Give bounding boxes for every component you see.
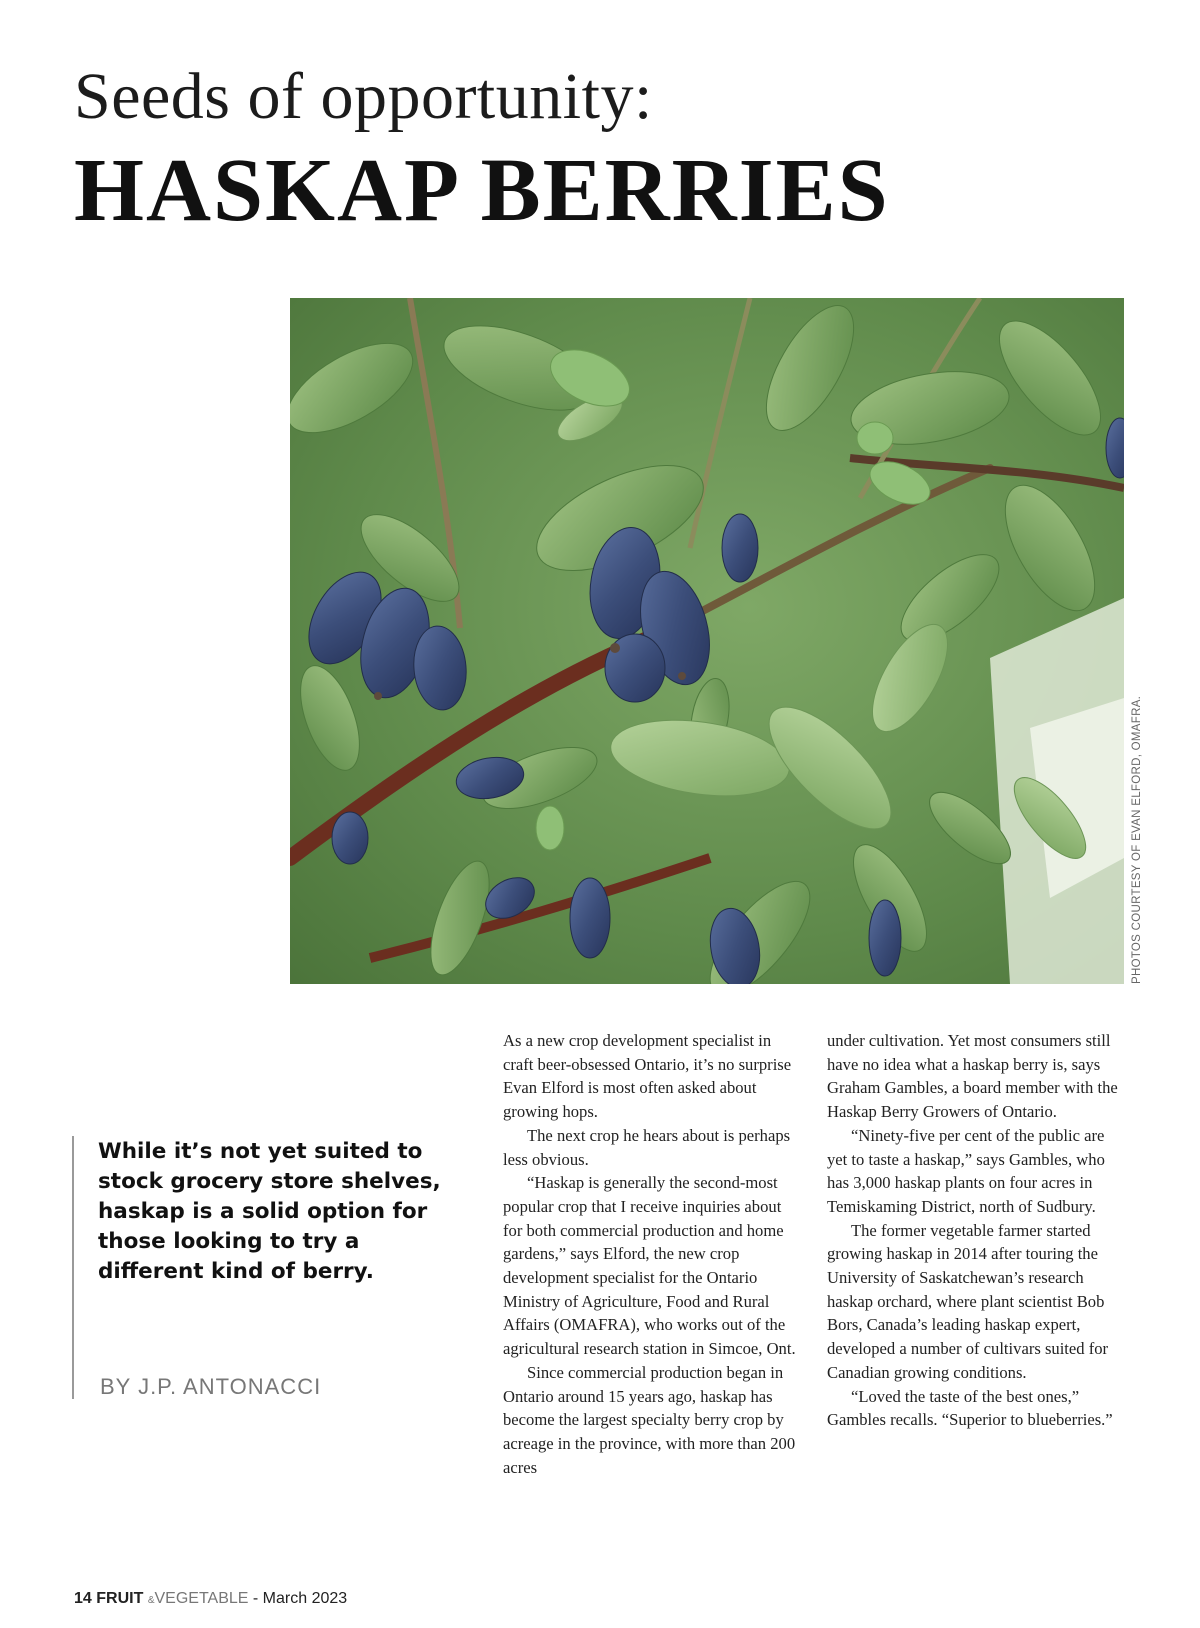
magazine-ampersand: &: [147, 1595, 155, 1606]
paragraph: under cultivation. Yet most consumers still have no idea what a haskap berry is, says Graham Gambles, a board member with the Haskap Berry Growers of Ontario.: [827, 1031, 1118, 1122]
pull-quote: [72, 1136, 452, 1399]
magazine-name-vegetable: VEGETABLE: [154, 1590, 249, 1607]
issue-date: - March 2023: [252, 1590, 348, 1607]
paragraph: “Ninety-five per cent of the public are yet to taste a haskap,” says Gambles, who has 3,000 haskap plants on four acres in Temiskaming District, north of Sudbury.: [827, 1125, 1105, 1216]
paragraph: Since commercial production began in Ontario around 15 years ago, haskap has become the largest specialty berry crop by acreage in the province, with more than 200 acres: [503, 1362, 796, 1477]
article-kicker: Seeds of opportunity:: [74, 60, 653, 133]
haskap-berries-photo: [290, 298, 1124, 984]
article-headline: HASKAP BERRIES: [74, 141, 890, 240]
paragraph: As a new crop development specialist in craft beer-obsessed Ontario, it’s no surprise Evan Elford is most often asked about growing hops.: [503, 1031, 792, 1122]
paragraph: The former vegetable farmer started growing haskap in 2014 after touring the University of Saskatchewan’s research haskap orchard, where plant scientist Bob Bors, Canada’s leading haskap expert, developed a number of cultivars suited for Canadian growing conditions.: [827, 1220, 1109, 1382]
text-column-1: [503, 1029, 803, 1479]
page-footer: [74, 1590, 347, 1608]
photo-credit: PHOTOS COURTESY OF EVAN ELFORD, OMAFRA.: [1131, 695, 1143, 984]
text-column-2: [827, 1029, 1127, 1432]
paragraph: “Loved the taste of the best ones,” Gambles recalls. “Superior to blueberries.”: [827, 1386, 1113, 1430]
page-number: 14: [74, 1590, 92, 1607]
article-deck: While it’s not yet suited to stock grocery store shelves, haskap is a solid option for those looking to try a different kind of berry.: [98, 1139, 441, 1284]
paragraph: “Haskap is generally the second-most popular crop that I receive inquiries about for both commercial production and home gardens,” says Elford, the new crop development specialist for the Ontario Ministry of Agriculture, Food and Rural Affairs (OMAFRA), who works out of the agricultural research station in Simcoe, Ont.: [503, 1173, 796, 1359]
byline: BY J.P. ANTONACCI: [100, 1374, 322, 1399]
paragraph: The next crop he hears about is perhaps less obvious.: [503, 1125, 791, 1169]
magazine-name-fruit: FRUIT: [96, 1590, 144, 1607]
